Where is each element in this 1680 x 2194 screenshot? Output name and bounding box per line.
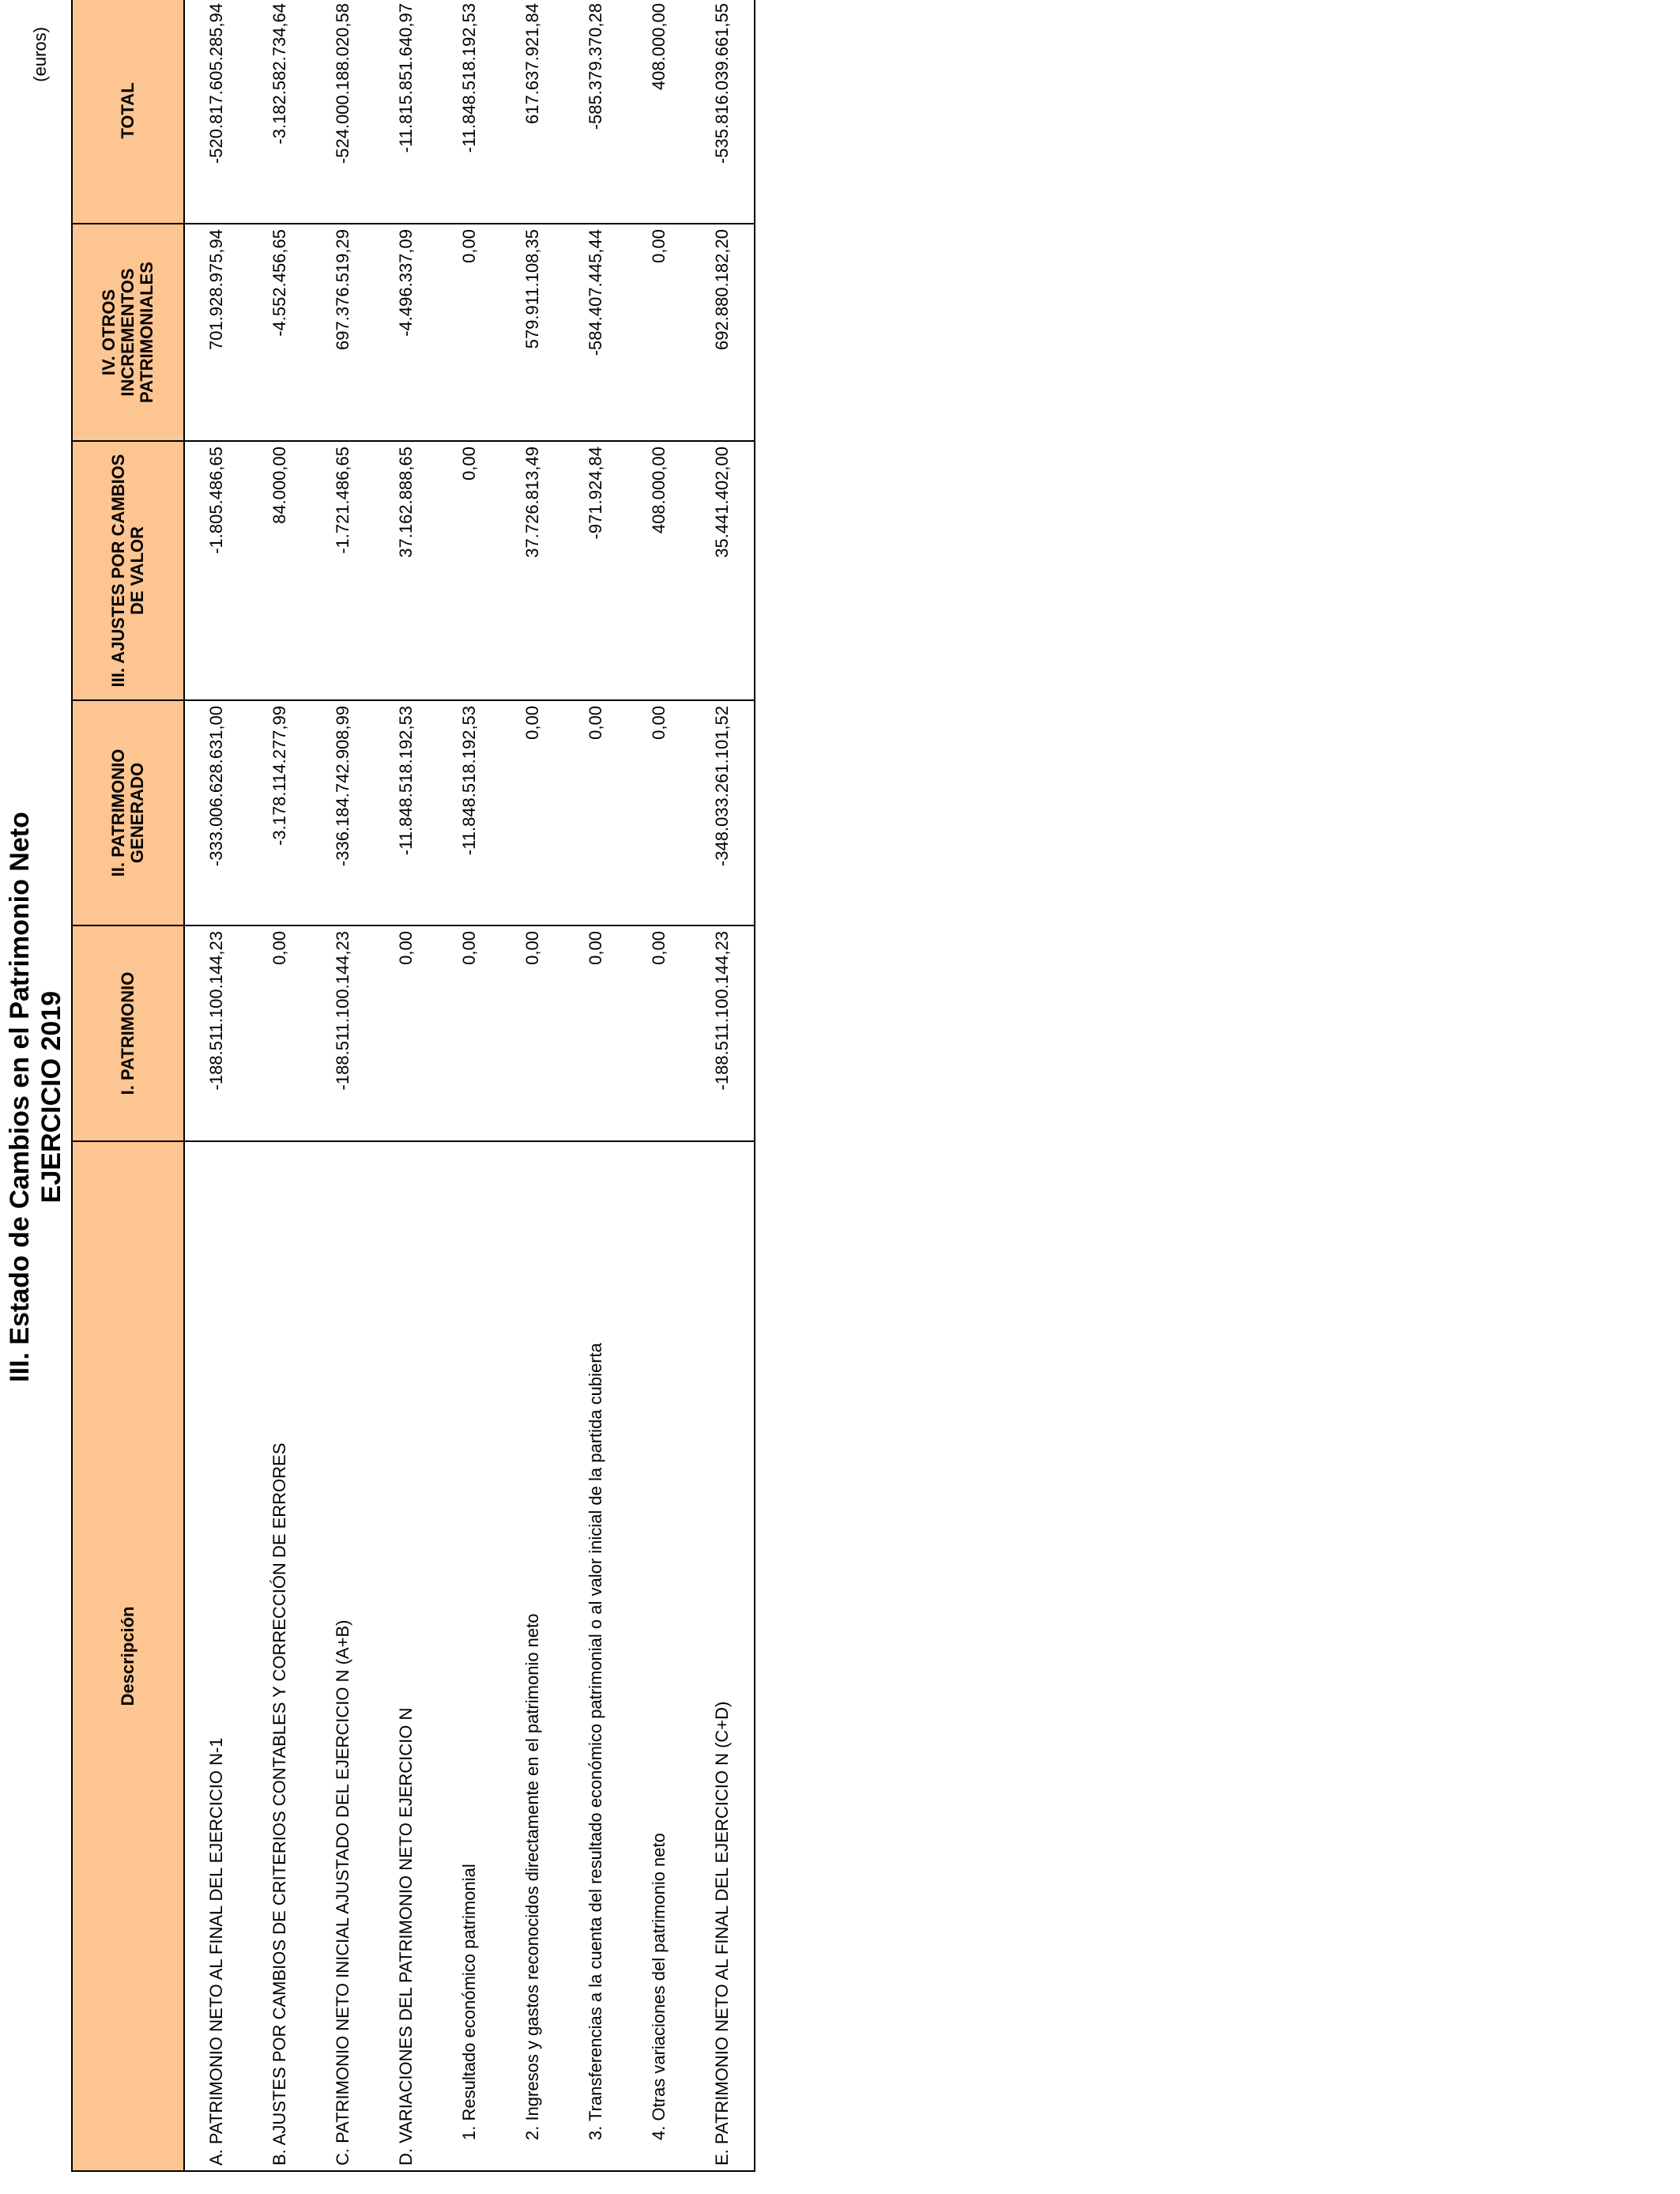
cell-patrimonio: 0,00 [564,925,627,1141]
cell-total: -11.815.851.640,97 [375,0,438,224]
cell-total: -524.000.188.020,58 [311,0,375,224]
cell-patrimonio-generado: -11.848.518.192,53 [438,700,501,925]
cell-otros-incrementos: 701.928.975,94 [184,224,248,441]
cell-total: -585.379.370,28 [564,0,627,224]
cell-otros-incrementos: -4.496.337,09 [375,224,438,441]
report-title: III. Estado de Cambios en el Patrimonio Neto [5,812,35,1382]
row-label: D. VARIACIONES DEL PATRIMONIO NETO EJERCICIO N [375,1141,438,2171]
row-label: E. PATRIMONIO NETO AL FINAL DEL EJERCICIO N (C+D) [691,1141,755,2171]
cell-ajustes-valor: 37.726.813,49 [501,441,564,700]
table-row [375,0,438,2171]
cell-patrimonio-generado: 0,00 [564,700,627,925]
table-row [311,0,375,2171]
header-total: TOTAL [72,0,184,224]
header-patrimonio-generado: II. PATRIMONIO GENERADO [72,700,184,925]
cell-otros-incrementos: 579.911.108,35 [501,224,564,441]
row-label: 4. Otras variaciones del patrimonio neto [627,1141,691,2171]
cell-patrimonio: 0,00 [248,925,311,1141]
cell-patrimonio-generado: -348.033.261.101,52 [691,700,755,925]
cell-patrimonio-generado: -333.006.628.631,00 [184,700,248,925]
cell-patrimonio: 0,00 [501,925,564,1141]
table-row [691,0,755,2171]
row-label: A. PATRIMONIO NETO AL FINAL DEL EJERCICIO N-1 [184,1141,248,2171]
table-row [438,0,501,2171]
row-label: 1. Resultado económico patrimonial [438,1141,501,2171]
cell-total: 408.000,00 [627,0,691,224]
currency-units: (euros) [30,27,50,82]
header-descripcion: Descripción [72,1141,184,2171]
cell-otros-incrementos: 697.376.519,29 [311,224,375,441]
equity-changes-table [71,0,755,2172]
table-row [501,0,564,2171]
cell-total: 617.637.921,84 [501,0,564,224]
cell-otros-incrementos: -584.407.445,44 [564,224,627,441]
cell-patrimonio: 0,00 [438,925,501,1141]
table-row [184,0,248,2171]
header-otros-incrementos: IV. OTROS INCREMENTOS PATRIMONIALES [72,224,184,441]
cell-ajustes-valor: 0,00 [438,441,501,700]
cell-patrimonio: -188.511.100.144,23 [691,925,755,1141]
cell-patrimonio: 0,00 [627,925,691,1141]
report-subtitle: EJERCICIO 2019 [36,990,66,1204]
table-row [564,0,627,2171]
cell-total: -520.817.605.285,94 [184,0,248,224]
cell-patrimonio-generado: -11.848.518.192,53 [375,700,438,925]
header-ajustes-valor: III. AJUSTES POR CAMBIOS DE VALOR [72,441,184,700]
cell-ajustes-valor: 35.441.402,00 [691,441,755,700]
row-label: B. AJUSTES POR CAMBIOS DE CRITERIOS CONTABLES Y CORRECCIÓN DE ERRORES [248,1141,311,2171]
cell-total: -535.816.039.661,55 [691,0,755,224]
cell-patrimonio: -188.511.100.144,23 [311,925,375,1141]
table-row [627,0,691,2171]
cell-otros-incrementos: -4.552.456,65 [248,224,311,441]
table-row [248,0,311,2171]
row-label: 2. Ingresos y gastos reconocidos directamente en el patrimonio neto [501,1141,564,2171]
cell-ajustes-valor: 84.000,00 [248,441,311,700]
cell-otros-incrementos: 0,00 [627,224,691,441]
cell-otros-incrementos: 692.880.182,20 [691,224,755,441]
cell-patrimonio: 0,00 [375,925,438,1141]
cell-ajustes-valor: -971.924,84 [564,441,627,700]
header-patrimonio: I. PATRIMONIO [72,925,184,1141]
header-row [72,0,184,2171]
cell-ajustes-valor: 37.162.888,65 [375,441,438,700]
cell-patrimonio-generado: 0,00 [627,700,691,925]
cell-patrimonio-generado: 0,00 [501,700,564,925]
cell-patrimonio-generado: -3.178.114.277,99 [248,700,311,925]
cell-ajustes-valor: -1.721.486,65 [311,441,375,700]
cell-patrimonio: -188.511.100.144,23 [184,925,248,1141]
row-label: 3. Transferencias a la cuenta del resultado económico patrimonial o al valor inicial de la partida cubierta [564,1141,627,2171]
cell-total: -11.848.518.192,53 [438,0,501,224]
cell-ajustes-valor: -1.805.486,65 [184,441,248,700]
cell-patrimonio-generado: -336.184.742.908,99 [311,700,375,925]
cell-otros-incrementos: 0,00 [438,224,501,441]
row-label: C. PATRIMONIO NETO INICIAL AJUSTADO DEL EJERCICIO N (A+B) [311,1141,375,2171]
cell-total: -3.182.582.734,64 [248,0,311,224]
cell-ajustes-valor: 408.000,00 [627,441,691,700]
